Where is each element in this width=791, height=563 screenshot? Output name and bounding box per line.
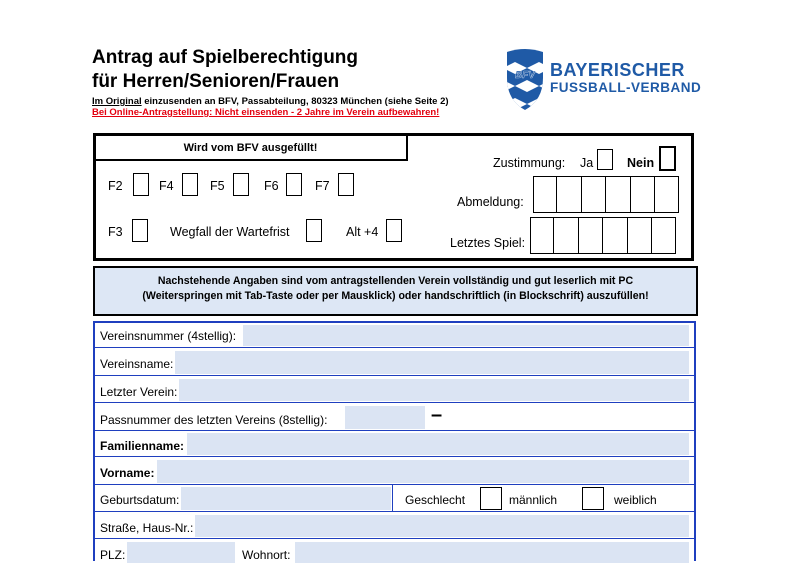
ja-checkbox[interactable] (597, 149, 613, 170)
f7-checkbox[interactable] (338, 173, 354, 196)
abmeldung-date-cells[interactable] (533, 176, 679, 213)
row-familienname (95, 431, 694, 457)
f6-checkbox[interactable] (286, 173, 302, 196)
date-cell (582, 176, 606, 213)
f2-label: F2 (108, 179, 123, 193)
strasse-label: Straße, Haus-Nr.: (100, 521, 194, 535)
row-vorname (95, 457, 694, 485)
geburtsdatum-input[interactable] (181, 487, 391, 510)
date-cell (628, 217, 652, 254)
zustimmung-label: Zustimmung: (493, 156, 566, 170)
f3-label: F3 (108, 225, 123, 239)
plz-input[interactable] (127, 542, 235, 563)
f5-label: F5 (210, 179, 225, 193)
passnummer-dash: – (431, 404, 443, 426)
wohnort-input[interactable] (295, 542, 689, 563)
date-cell (579, 217, 603, 254)
date-cell (533, 176, 557, 213)
vorname-label: Vorname: (100, 466, 155, 480)
form-title-line2: für Herren/Senioren/Frauen (92, 71, 340, 92)
geburtsdatum-label: Geburtsdatum: (100, 493, 180, 507)
logo-line1: BAYERISCHER (550, 60, 685, 80)
row-vereinsnummer (95, 323, 694, 348)
f4-label: F4 (159, 179, 174, 193)
date-cell (557, 176, 581, 213)
weiblich-label: weiblich (614, 493, 657, 507)
divider (392, 485, 393, 512)
passnummer-label: Passnummer des letzten Vereins (8stellig): (100, 413, 328, 427)
f4-checkbox[interactable] (182, 173, 198, 196)
wartefrist-checkbox[interactable] (306, 219, 322, 242)
row-passnummer (95, 403, 694, 431)
weiblich-checkbox[interactable] (582, 487, 604, 510)
vereinsname-label: Vereinsname: (100, 357, 174, 371)
nein-checkbox[interactable] (659, 146, 676, 171)
geschlecht-label: Geschlecht (405, 493, 466, 507)
online-warning: Bei Online-Antragstellung: Nicht einsenden - 2 Jahre im Verein aufbewahren! (92, 107, 440, 118)
f2-checkbox[interactable] (133, 173, 149, 196)
f6-label: F6 (264, 179, 279, 193)
alt4-label: Alt +4 (346, 225, 379, 239)
mailing-instruction: Im Original einzusenden an BFV, Passabteilung, 80323 München (siehe Seite 2) (92, 96, 449, 107)
maennlich-checkbox[interactable] (480, 487, 502, 510)
plz-label: PLZ: (100, 548, 126, 562)
row-strasse (95, 512, 694, 539)
f7-label: F7 (315, 179, 330, 193)
f5-checkbox[interactable] (233, 173, 249, 196)
row-vereinsname (95, 348, 694, 376)
wartefrist-label: Wegfall der Wartefrist (170, 225, 290, 239)
notice-line1: Nachstehende Angaben sind vom antragstellenden Verein vollständig und gut leserlich mit PC (157, 275, 634, 287)
bfv-shield-logo (503, 48, 547, 112)
row-plz-wohnort (95, 539, 694, 563)
form-title-line1: Antrag auf Spielberechtigung (92, 47, 359, 68)
vereinsnummer-input[interactable] (243, 325, 689, 346)
f3-checkbox[interactable] (132, 219, 148, 242)
vorname-input[interactable] (157, 460, 689, 483)
date-cell (652, 217, 676, 254)
row-geburtsdatum (95, 485, 694, 512)
shield-text: BFV (515, 70, 535, 81)
letzter-verein-input[interactable] (179, 379, 689, 401)
instructions-notice (93, 266, 698, 316)
maennlich-label: männlich (509, 493, 558, 507)
alt4-checkbox[interactable] (386, 219, 402, 242)
date-cell (631, 176, 655, 213)
date-cell (530, 217, 554, 254)
letzter-verein-label: Letzter Verein: (100, 385, 178, 399)
bfv-section-heading: Wird vom BFV ausgefüllt! (95, 136, 408, 161)
nein-label: Nein (627, 156, 655, 170)
date-cell (554, 217, 578, 254)
strasse-input[interactable] (195, 515, 689, 537)
wohnort-label: Wohnort: (242, 548, 291, 562)
applicant-form (93, 321, 696, 561)
row-letzter-verein (95, 376, 694, 403)
letztes-spiel-date-cells[interactable] (530, 217, 676, 254)
logo-line2: FUSSBALL-VERBAND (550, 80, 702, 95)
notice-line2: (Weiterspringen mit Tab-Taste oder per Mausklick) oder handschriftlich (in Blockschrift) auszufüllen! (142, 290, 649, 302)
passnummer-part2-input[interactable] (455, 406, 689, 429)
abmeldung-label: Abmeldung: (457, 195, 524, 209)
letztes-spiel-label: Letztes Spiel: (450, 236, 526, 250)
vereinsnummer-label: Vereinsnummer (4stellig): (100, 329, 237, 343)
date-cell (603, 217, 627, 254)
date-cell (655, 176, 679, 213)
vereinsname-input[interactable] (175, 351, 689, 374)
ja-label: Ja (580, 156, 594, 170)
familienname-label: Familienname: (100, 439, 185, 453)
date-cell (606, 176, 630, 213)
passnummer-part1-input[interactable] (345, 406, 425, 429)
familienname-input[interactable] (187, 433, 689, 455)
